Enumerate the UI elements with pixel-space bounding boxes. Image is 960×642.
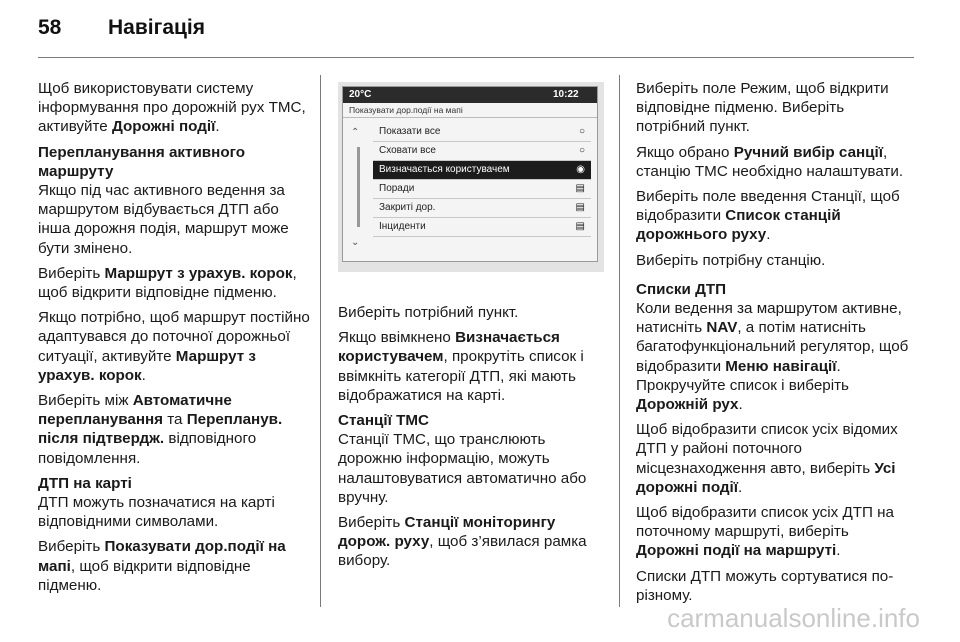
menu-item-label: Поради: [379, 183, 415, 194]
menu-list: [373, 123, 591, 237]
radio-icon: ○: [578, 145, 585, 156]
screen-subtitle: Показувати дор.події на мапі: [343, 103, 597, 118]
paragraph: Виберіть між Автоматичне перепланування та Перепланув. після підтвердж. відповідного повідомлення.: [38, 392, 283, 467]
section-heading: Списки ДТП Коли ведення за маршрутом активне, натисніть NAV, а потім натисніть багатофункціональний регулятор, щоб відобразити Меню навігації. Прокручуйте список і виберіть Дорожній рух.: [636, 280, 909, 414]
menu-item-label: Показати все: [379, 126, 441, 137]
watermark: carmanualsonline.info: [667, 603, 920, 633]
paragraph: Якщо потрібно, щоб маршрут постійно адаптувався до поточної дорожньої ситуації, активуйте Маршрут з урахув. корок.: [38, 309, 310, 384]
paragraph: Якщо обрано Ручний вибір санції, станцію TMC необхідно налаштувати.: [636, 143, 904, 180]
column-divider-2: [619, 75, 620, 607]
menu-item-label: Визначається користувачем: [379, 164, 510, 175]
paragraph: Виберіть Маршрут з урахув. корок, щоб відкрити відповідне підменю.: [38, 264, 297, 302]
header-divider: [38, 57, 914, 58]
temperature: 20°C: [349, 89, 372, 100]
section-heading: Станції TMC Станції TMC, що транслюють дорожню інформацію, можуть налаштовуватися автоматично або вручну.: [338, 412, 587, 506]
menu-item[interactable]: [373, 218, 591, 237]
menu-item-label: Інциденти: [379, 221, 426, 232]
paragraph: Щоб використовувати систему інформування про дорожній рух TMC, активуйте Дорожні події.: [38, 80, 306, 136]
paragraph: Виберіть поле Режим, щоб відкрити відповідне підменю. Виберіть потрібний пункт.: [636, 80, 889, 136]
list-icon: ▤: [575, 221, 585, 232]
paragraph: Якщо ввімкнено Визначається користувачем, прокрутіть список і ввімкніть категорії ДТП, які мають відображатися на карті.: [338, 329, 584, 404]
chevron-down-icon[interactable]: ⌄: [351, 237, 360, 248]
clock: 10:22: [553, 89, 579, 100]
column-3: [636, 79, 914, 611]
menu-item-label: Закриті дор.: [379, 202, 436, 213]
menu-item-selected[interactable]: [373, 161, 591, 180]
paragraph: Щоб відобразити список усіх відомих ДТП у районі поточного місцезнаходження авто, виберіть Усі дорожні події.: [636, 421, 898, 496]
section-heading: ДТП на карті ДТП можуть позначатися на карті відповідними символами.: [38, 474, 275, 531]
paragraph: Виберіть Показувати дор.події на мапі, щоб відкрити відповідне підменю.: [38, 538, 286, 594]
scroll-arrows-bottom: [351, 237, 367, 248]
infotainment-screenshot: [338, 82, 604, 272]
section-heading: Перепланування активного маршруту Якщо під час активного ведення за маршрутом відбувається ДТП або інша дорожня подія, маршрут може бути змінено.: [38, 143, 289, 257]
list-icon: ▤: [575, 183, 585, 194]
status-bar: [343, 87, 597, 103]
paragraph: Щоб відобразити список усіх ДТП на поточному маршруті, виберіть Дорожні події на маршруті.: [636, 504, 894, 560]
menu-item[interactable]: [373, 180, 591, 199]
menu-item[interactable]: [373, 142, 591, 161]
page-header: [38, 16, 918, 52]
radio-icon: ○: [578, 126, 585, 137]
menu-item-label: Сховати все: [379, 145, 436, 156]
menu-item[interactable]: [373, 123, 591, 142]
scroll-arrows: [351, 127, 367, 138]
column-2: [338, 303, 608, 577]
scrollbar[interactable]: [357, 147, 360, 227]
menu-item[interactable]: [373, 199, 591, 218]
chevron-up-icon[interactable]: ⌃: [351, 127, 360, 138]
page-title: Навігація: [108, 16, 206, 39]
display-screen: [342, 86, 598, 262]
paragraph: Списки ДТП можуть сортуватися по-різному.: [636, 567, 894, 604]
paragraph: Виберіть поле введення Станції, щоб відобразити Список станцій дорожнього руху.: [636, 188, 900, 244]
radio-selected-icon: ◉: [576, 164, 585, 175]
paragraph: Виберіть Станції моніторингу дорож. руху, щоб з’явилася рамка вибору.: [338, 514, 587, 570]
list-icon: ▤: [575, 202, 585, 213]
paragraph: Виберіть потрібну станцію.: [636, 251, 826, 269]
column-divider-1: [320, 75, 321, 607]
paragraph: Виберіть потрібний пункт.: [338, 304, 519, 321]
page-number: 58: [38, 16, 62, 39]
column-1: [38, 79, 310, 601]
